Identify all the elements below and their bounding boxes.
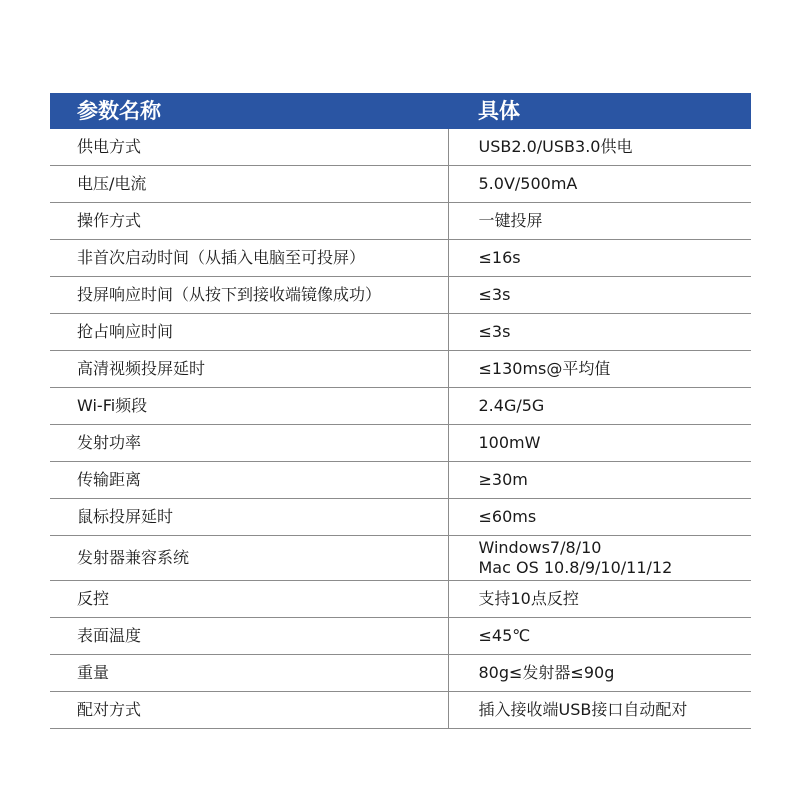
param-cell: Wi-Fi频段	[50, 388, 448, 425]
param-cell: 非首次启动时间（从插入电脑至可投屏）	[50, 240, 448, 277]
value-cell: USB2.0/USB3.0供电	[448, 129, 751, 166]
param-cell: 传输距离	[50, 462, 448, 499]
value-cell: ≤3s	[448, 314, 751, 351]
table-row	[50, 692, 751, 729]
table-row	[50, 499, 751, 536]
table-row	[50, 314, 751, 351]
table-row	[50, 536, 751, 581]
table-row	[50, 388, 751, 425]
param-cell: 发射器兼容系统	[50, 536, 448, 581]
value-cell: ≤3s	[448, 277, 751, 314]
param-cell: 发射功率	[50, 425, 448, 462]
table-row	[50, 129, 751, 166]
table-row	[50, 277, 751, 314]
spec-table	[50, 93, 751, 729]
value-cell: 支持10点反控	[448, 581, 751, 618]
table-row	[50, 581, 751, 618]
value-cell: 插入接收端USB接口自动配对	[448, 692, 751, 729]
table-row	[50, 618, 751, 655]
table-row	[50, 655, 751, 692]
value-cell: 一键投屏	[448, 203, 751, 240]
table-row	[50, 203, 751, 240]
value-line: Windows7/8/10	[478, 538, 602, 557]
value-cell: 5.0V/500mA	[448, 166, 751, 203]
table-row	[50, 462, 751, 499]
value-cell	[448, 536, 751, 581]
value-cell: 2.4G/5G	[448, 388, 751, 425]
param-cell: 高清视频投屏延时	[50, 351, 448, 388]
header-value: 具体	[448, 93, 751, 129]
table-row	[50, 240, 751, 277]
header-param: 参数名称	[50, 93, 448, 129]
param-cell: 抢占响应时间	[50, 314, 448, 351]
param-cell: 电压/电流	[50, 166, 448, 203]
value-cell: 80g≤发射器≤90g	[448, 655, 751, 692]
table-header-row	[50, 93, 751, 129]
value-cell: 100mW	[448, 425, 751, 462]
param-cell: 重量	[50, 655, 448, 692]
table-row	[50, 425, 751, 462]
param-cell: 配对方式	[50, 692, 448, 729]
value-cell: ≥30m	[448, 462, 751, 499]
value-cell: ≤45℃	[448, 618, 751, 655]
table-row	[50, 166, 751, 203]
table-row	[50, 351, 751, 388]
param-cell: 反控	[50, 581, 448, 618]
param-cell: 操作方式	[50, 203, 448, 240]
param-cell: 投屏响应时间（从按下到接收端镜像成功）	[50, 277, 448, 314]
param-cell: 鼠标投屏延时	[50, 499, 448, 536]
value-cell: ≤60ms	[448, 499, 751, 536]
value-cell: ≤130ms@平均值	[448, 351, 751, 388]
param-cell: 供电方式	[50, 129, 448, 166]
value-line: Mac OS 10.8/9/10/11/12	[478, 558, 673, 577]
value-cell: ≤16s	[448, 240, 751, 277]
param-cell: 表面温度	[50, 618, 448, 655]
